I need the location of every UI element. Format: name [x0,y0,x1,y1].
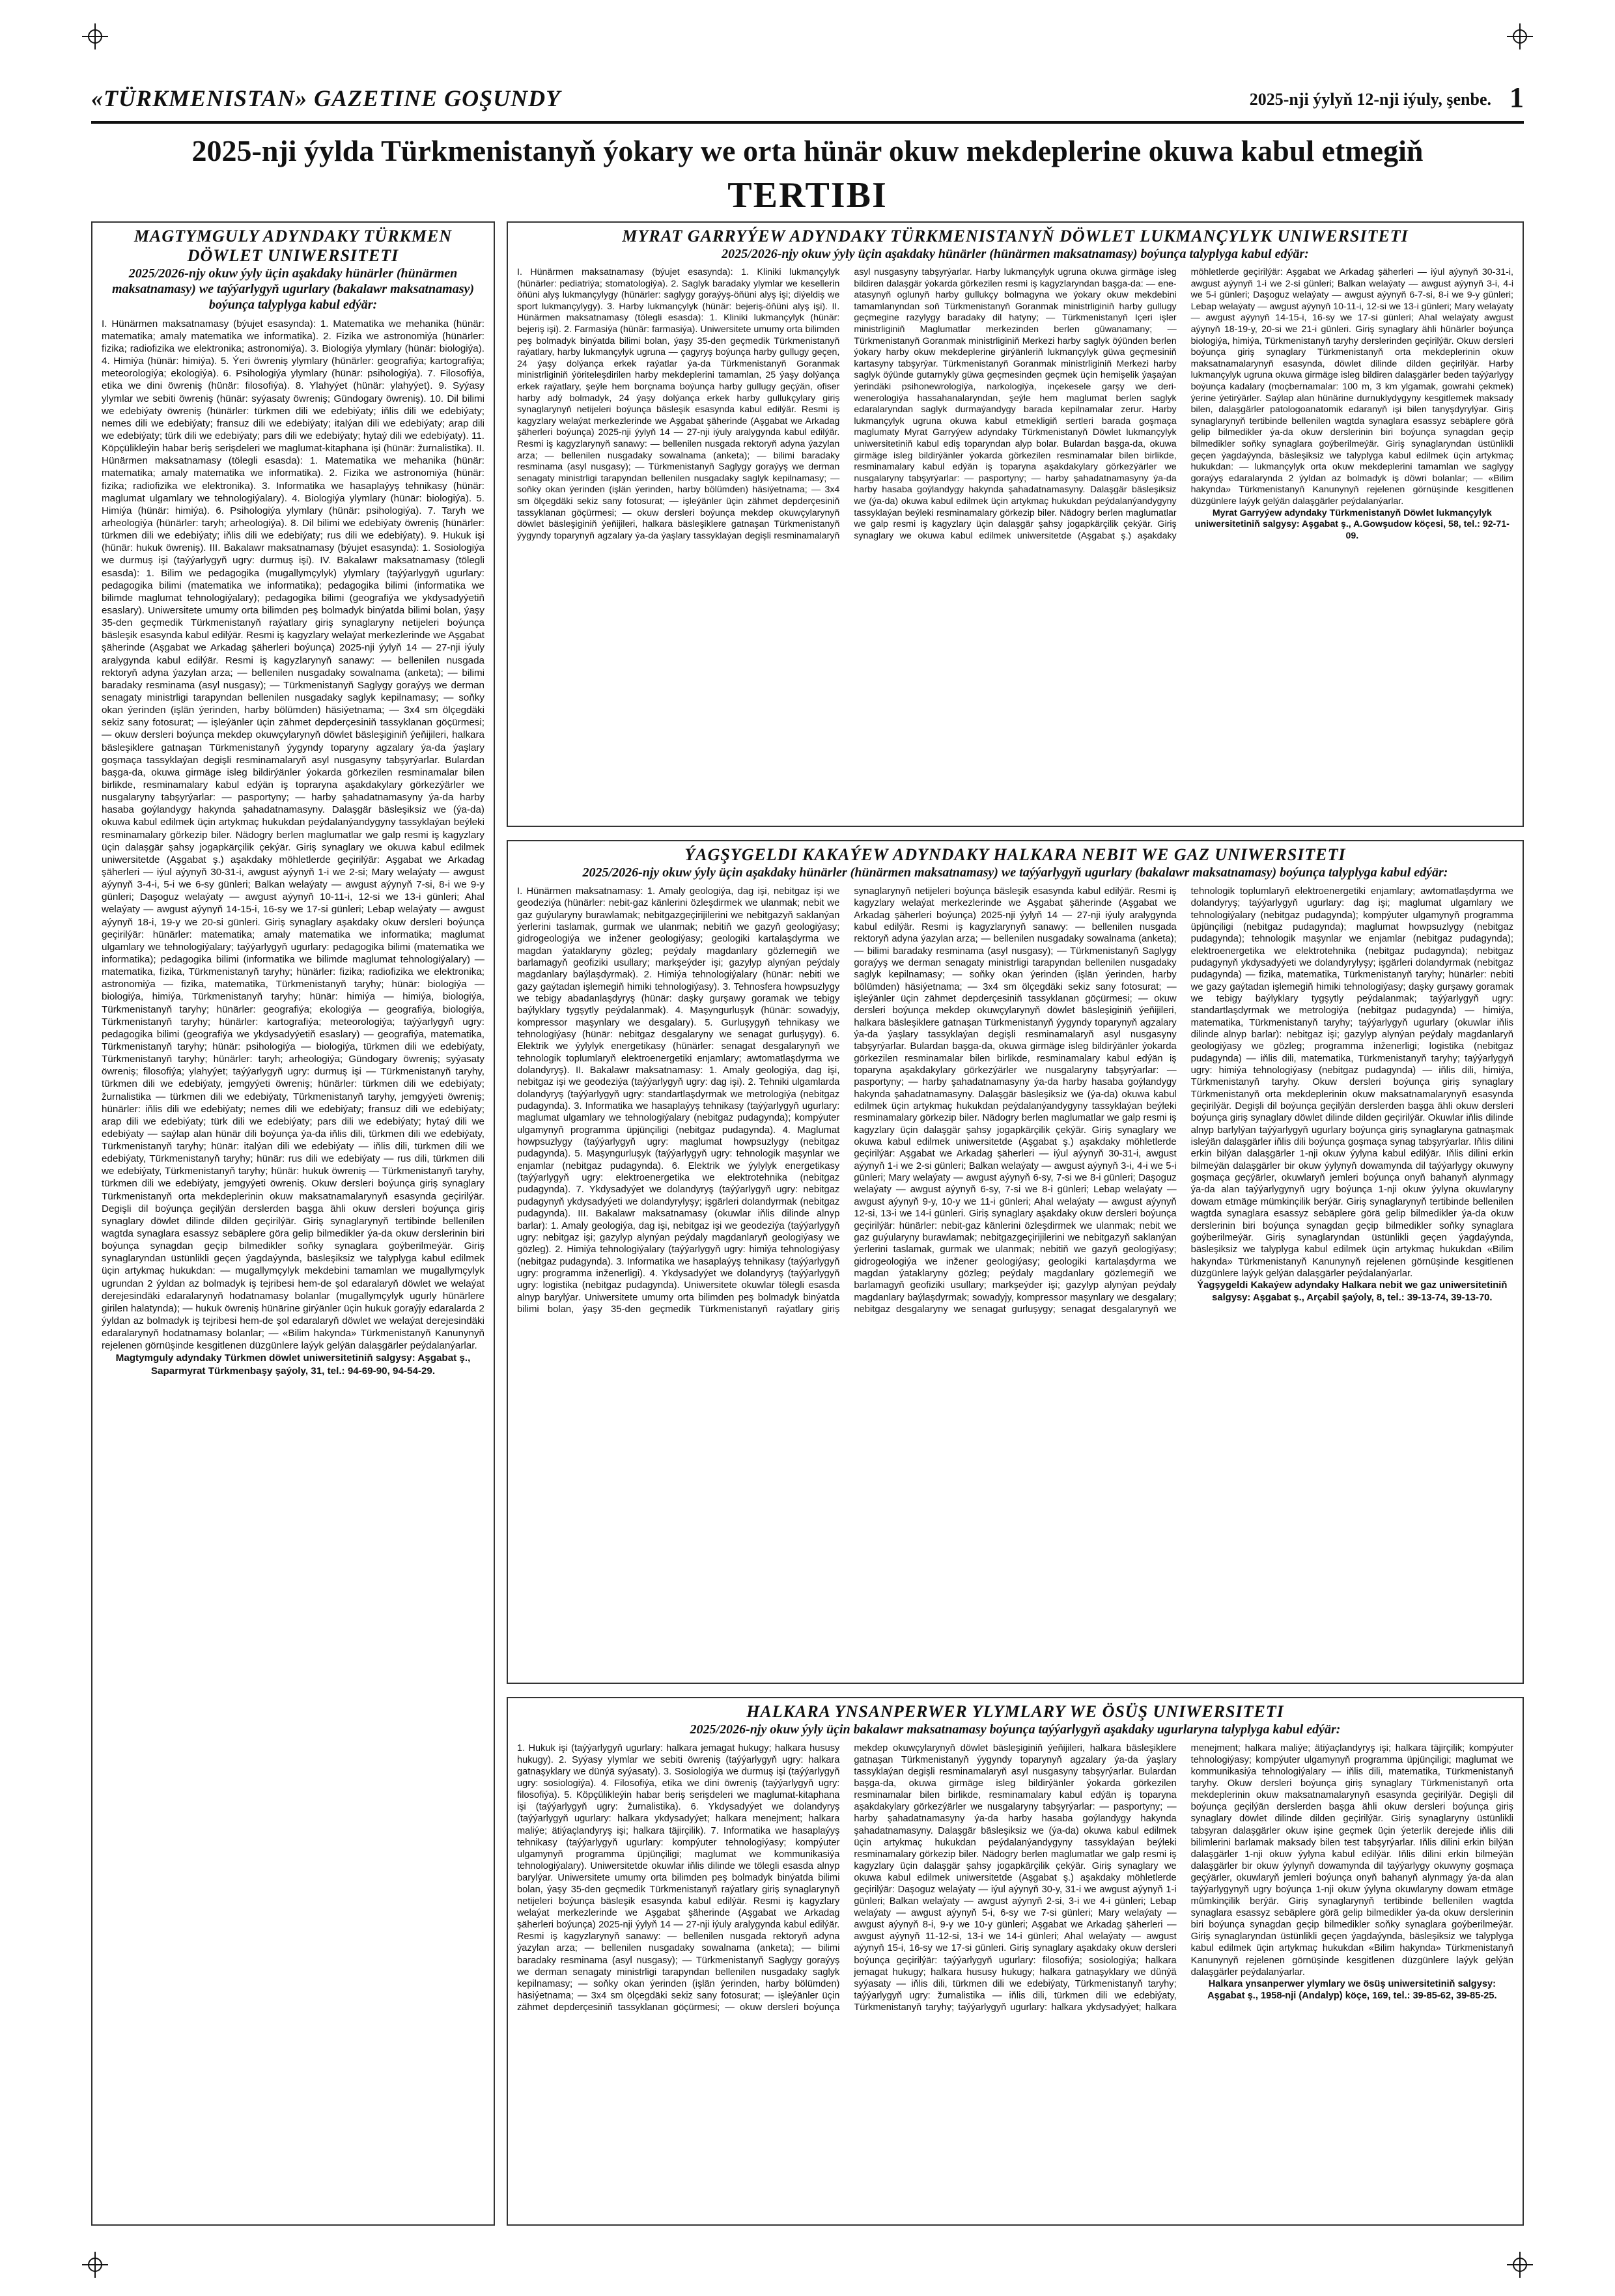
halkara-body-text: 1. Hukuk işi (taýýarlygyň ugurlary: halkara jemagat hukugy; halkara hususy hukugy). 2. Syýasy ylymlar we sebiti öwreniş (taýýarlygyň ugry: halkara gatnaşyklary we dünýä syýasaty). 3. Sosiologiýa we durmuş işi (taýýarlygyň ugry: sosiologiýa). 4. Filosofiýa, etika we dini öwreniş (taýýarlygyň ugry: filosofiýa). 5. Köpçülikleýin habar beriş serişdeleri we maglumat-kitaphana işi (taýýarlygyň ugry: žurnalistika). 6. Ykdysadyýet we dolandyryş (taýýarlygyň ugurlary: halkara ykdysadyýet; halkara menejment; halkara maliýe; ätiýaçlandyryş işi; halkara täjirçilik). 7. Informatika we hasaplaýyş tehnikasy (taýýarlygyň ugurlary: kompýuter tehnologiýasy; kompýuter ulgamynyň programma üpjünçiligi; maglumat we kommunikasiýa tehnologiýalary). Uniwersitetde okuwlar iňlis dilinde we tölegli esasda alnyp barylýar. Uniwersitete umumy orta bilimden peş bolmadyk binýatda bilimi bolan, ýaşy 35-den geçmedik Türkmenistanyň raýatlary giriş synaglarynyň netijeleri boýunça bäsleşik esasynda kabul edilýär. Resmi iş kagyzlary welaýat merkezlerinde we Aşgabat şäherinde (Aşgabat we Arkadag şäherleri boýunça) 2025-nji ýylyň 14 — 27-nji iýuly aralygynda kabul edilýär. Resmi iş kagyzlarynyň sanawy: — bellenilen nusgada rektoryň adyna ýazylan arza; — bellenilen nusgadaky sowalnama (anketa); — bilimi baradaky resminama (asyl nusgasy); — Türkmenistanyň Saglygy goraýyş we derman senagaty ministrligi tarapyndan bellenilen nusgadaky saglyk kepilnamasy; — soňky okan ýerinden (işlän ýerinden, harby bölümden) häsiýetnama; — 3x4 sm ölçegdäki sekiz sany fotosurat; — işleýänler üçin zähmet depderçesiniň tassyklanan göçürmesi; — okuw dersleri boýunça mekdep okuwçylarynyň döwlet bäsleşiginiň ýeňijileri, halkara bäsleşiklere gatnaşan Türkmenistanyň ýygyndy toparynyň agzalary ýa-da ýaşlary tassyklaýan degişli resminamalaryň asyl nusgasyny tabşyrýarlar. Bulardan başga-da, okuwa girmäge isleg bildirýänler ýokarda görkezilen resminamalar bilen birlikde, resminamalary kabul edýän iş toparyna aşakdakylary görkezýärler we nusgalaryny tabşyrýarlar: — pasportyny; — harby şahadatnamasyny ýa-da harby hasaba goýlandygy hakynda şahadatnamasyny. Dalaşgär bäsleşiksiz we (ýa-da) okuwa kabul edilmek üçin artykmaç hukukdan peýdalanýandygyny tassyklaýan beýleki resminamalary görkezip biler. Nädogry berlen maglumatlar we galp resmi iş kagyzlary üçin dalaşgär şahsy jogapkärçilik çekýär. Giriş synaglary we okuwa kabul edilmek uniwersitetde (Aşgabat ş.) aşakdaky möhletlerde geçirilýär: Daşoguz welaýaty — iýul aýynyň 30-y, 31-i we awgust aýynyň 1-i günleri; Balkan welaýaty — awgust aýynyň 2-si, 3-i we 4-i günleri; Lebap welaýaty — awgust aýynyň 5-i, 6-sy we 7-si günleri; Mary welaýaty — awgust aýynyň 8-i, 9-y we 10-y günleri; Aşgabat we Arkadag şäherleri — awgust aýynyň 11-12-si, 13-i we 14-i günleri; Ahal welaýaty — awgust aýynyň 15-i, 16-sy we 17-si günleri. Giriş synaglary aşakdaky okuw dersleri boýunça geçirilýär: taýýarlygyň ugurlary: filosofiýa; sosiologiýa; halkara jemagat hukugy; halkara hususy hukugy; halkara gatnaşyklary we dünýä syýasaty — iňlis dili, türkmen dili we edebiýaty, Türkmenistanyň taryhy; taýýarlygyň ugry: žurnalistika — iňlis dili, türkmen dili we edebiýaty, Türkmenistanyň taryhy; taýýarlygyň ugurlary: halkara ykdysadyýet; halkara menejment; halkara maliýe; ätiýaçlandyryş işi; halkara täjirçilik; kompýuter tehnologiýasy; kompýuter ulgamynyň programma üpjünçiligi; maglumat we kommunikasiýa tehnologiýalary — iňlis dili, matematika, Türkmenistanyň taryhy. Okuw dersleri boýunça giriş synaglary Türkmenistanyň orta mekdeplerinin okuw maksatnamalarynyň esasynda geçirilýär. Degişli dil boýunça geçilýän derslerden başga ähli okuw dersleri boýunça giriş synaglary döwlet dilinde dilden geçirilýär. Giriş synaglaryny üstünlikli tabşyran dalaşgärler okuw işine geçmek üçin ýeterlik derejede iňlis dili bilimlerini barlamak maksady bilen test tabşyrýarlar. Iňlis dilini erkin bilýän dalaşgärler 1-nji okuw ýylyna kabul edilýär. Iňlis dilini erkin bilmeýän dalaşgärler bir okuw ýylynyň dowamynda dil taýýarlygy okuwyny goşmaça geçýärler, okuwlaryň jemleri boýunça onyň bahanyň alynmagy ýa-da alan taýýarlygynyň ugry boýunça 1-nji okuw ýylyna okuwlaryny dowam etmäge mümkinçilik berýär. Giriş synaglarynyň tertibinde bellenilen wagtda synaglara esassyz sebäplere görä gelip bilmedikler ýa-da okuw derslerinin biri boýunça synagdan geçip bilmedikler soňky synaglara goýberilmeýär. Giriş synaglaryndan üstünlikli geçen ýagdaýynda, bäsleşiksiz we talyplyga kabul edilmek üçin artykmaç hukukdan «Bilim hakynda» Türkmenistanyň Kanunynyň rejelenen görnüşinde kesgitlenen düzgünlere laýyk gelýän dalaşgärler peýdalanýarlar. [517,1743,1513,2013]
yagsygeldi-contact: Ýagşygeldi Kakaýew adyndaky Halkara nebit we gaz uniwersitetiniň salgysy: Aşgabat ş., Arçabil şaýoly, 8, tel.: 39-13-74, 39-13-70. [1197,1280,1508,1303]
magtymguly-university-section [91,221,495,2226]
page-title: 2025-nji ýylda Türkmenistanyň ýokary we orta hünär okuw mekdeplerine okuwa kabul etmegiň [191,134,1424,167]
myrat-garryyew-university-section [507,221,1524,827]
magtymguly-body-text: I. Hünärmen maksatnamasy (býujet esasynda): 1. Matematika we mehanika (hünär: matematika; amaly matematika we informatika). 2. Fizika we astronomiýa (hünärler: fizika; radiofizika we elektronika; astronomiýa). 3. Biologiýa ylymlary (hünär: biologiýa). 4. Himiýa (hünär: himiýa). 5. Ýeri öwreniş ylymlary (hünärler: geografiýa; kartografiýa; meteorologiýa; ekologiýa). 6. Psihologiýa ylymlary (hünär: psihologiýa). 7. Filosofiýa, etika we dini öwreniş (hünär: filosofiýa). 8. Ylahyýet (hünär: ylahyýet). 9. Syýasy ylymlar we sebiti öwreniş (hünär: syýasaty öwreniş; Gündogary öwreniş). 10. Dil bilimi we edebiýaty öwreniş (hünärler: türkmen dili we edebiýaty; iňlis dili we edebiýaty; nemes dili we edebiýaty; fransuz dili we edebiýaty; italýan dili we edebiýaty; arap dili we edebiýaty; türk dili we edebiýaty; pars dili we edebiýaty; hytaý dili we edebiýaty). 11. Köpçülikleýin habar beriş serişdeleri we maglumat-kitaphana işi (hünär: žurnalistika). II. Hünärmen maksatnamasy (tölegli esasda): 1. Matematika we mehanika (hünär: matematika; amaly matematika we informatika). 2. Fizika we astronomiýa (hünär: fizika; radiofizika we elektronika). 3. Informatika we hasaplaýyş tehnikasy (hünär: maglumat ulgamlary we tehnologiýalary). 4. Biologiýa ylymlary (hünär: biologiýa). 5. Himiýa (hünär: himiýa). 6. Psihologiýa ylymlary (hünär: psihologiýa). 7. Taryh we arheologiýa (hünärler: taryh; arheologiýa). 8. Dil bilimi we edebiýaty öwreniş (hünärler: türkmen dili we edebiýaty; iňlis dili we edebiýaty; rus dili we edebiýaty). 9. Hukuk işi (hünär: hukuk öwreniş). III. Bakalawr maksatnamasy (býujet esasynda): 1. Sosiologiýa we durmuş işi (taýýarlygyň ugry: durmuş işi). IV. Bakalawr maksatnamasy (tölegli esasda): 1. Bilim we pedagogika (mugallymçylyk) ylymlary (taýýarlygyň ugurlary: pedagogika bilimi (matematika we informatika); pedagogika bilimi (informatika we bilimde maglumat tehnologiýalary); pedagogika bilimi (geografiýa we ykdysadyýetiň esaslary). Uniwersitete umumy orta bilimden peş bolmadyk binýatda bilimi bolan, ýaşy 35-den geçmedik Türkmenistanyň raýatlary giriş synaglaryny netijeleri boýunça bäsleşik esasynda kabul edilýär. Resmi iş kagyzlary welaýat merkezlerinde we Aşgabat şäherinde (Aşgabat we Arkadag şäherleri boýunça) 2025-nji ýylyň 14 — 27-nji iýuly aralygynda kabul edilýär. Resmi iş kagyzlarynyň sanawy: — bellenilen nusgada rektoryň adyna ýazylan arza; — bellenilen nusgadaky sowalnama (anketa); — bilimi baradaky resminama (asyl nusgasy); — Türkmenistanyň Saglygy goraýyş we derman senagaty ministrligi tarapyndan bellenilen nusgadaky saglyk kepilnamasy; — soňky okan ýerinden (işlän ýerinden, harby bölümden) häsiýetnama; — 3x4 sm ölçegdäki sekiz sany fotosurat; — işleýänler üçin zähmet depderçesiniň tassyklanan göçürmesi; — okuw dersleri boýunça mekdep okuwçylarynyň döwlet bäsleşiginiň ýeňijileri, halkara bäsleşiklere gatnaşan Türkmenistanyň ýygyndy toparyny agzalary ýa-da ýaşlary goşmaça tassyklaýan degişli resminamalaryň asyl nusgasyny tabşyrýarlar. Bulardan başga-da, okuwa girmäge isleg bildirýänler ýokarda görkezilen resminamalar bilen birlikde, resminamalary kabul edýän iş topraryna aşakdakylary görkezýärler we nusgalaryny tabşyrýarlar: — pasportyny; — harby şahadatnamasyny ýa-da harby hasaba goýlandygy hakynda şahadatnamasyny. Dalaşgär bäsleşiksiz we (ýa-da) okuwa kabul edilmek üçin artykmaç hukukdan peýdalanýandygyny tassyklaýan beýleki resminamalary görkezip biler. Nädogry berlen maglumatlar we galp resmi iş kagyzlary üçin dalaşgär şahsy jogapkärçilik çekýär. Giriş synaglary we okuwa kabul edilmek uniwersitetde (Aşgabat ş.) aşakdaky möhletlerde geçirilýär: Aşgabat we Arkadag şäherleri — iýul aýynyň 30-31-i, awgust aýynyň 1-i we 2-si; Mary welaýaty — awgust aýynyň 3-4-i, 5-i we 6-sy günleri; Balkan welaýaty — awgust aýynyň 7-si, 8-i we 9-y günleri; Daşoguz welaýaty — awgust aýynyň 10-11-i, 12-si we 13-i günleri; Ahal welaýaty — awgust aýynyň 14-15-i, 16-sy we 17-si günleri; Lebap welaýaty — awgust aýynyň 18-i, 19-y we 20-si günleri. Giriş synaglary aşakdaky okuw dersleri boýunça geçirilýär: hünärler: matematika; amaly matematika we informatika; maglumat ulgamlary we tehnologiýalary; taýýarlygyň ugurlary: pedagogika bilimi (matematika we informatika); pedagogika bilimi (informatika we bilimde maglumat tehnologiýalary) — matematika, fizika, Türkmenistanyň taryhy; hünärler: fizika; radiofizika we elektronika; astronomiýa — fizika, matematika, Türkmenistanyň taryhy; hünär: biologiýa — biologiýa, himiýa, Türkmenistanyň taryhy; hünär: himiýa — himiýa, biologiýa, Türkmenistanyň taryhy; hünärler: geografiýa; ekologiýa — geografiýa, biologiýa, Türkmenistanyň taryhy; hünärler: kartografiýa; meteorologiýa; taýýarlygyň ugry: pedagogika bilimi (geografiýa we ykdysadyýetiň esaslary) — geografiýa, matematika, Türkmenistanyň taryhy; hünär: psihologiýa — biologiýa, türkmen dili we edebiýaty, Türkmenistanyň taryhy; hünärler: taryh; arheologiýa; Gündogary öwreniş; syýasaty öwreniş; filosofiýa; ylahyýet; taýýarlygyň ugry: durmuş işi — Türkmenistanyň taryhy, türkmen dili we edebiýaty, jemgyýeti öwreniş; hünärler: türkmen dili we edebiýaty; žurnalistika — türkmen dili we edebiýaty, Türkmenistanyň taryhy, jemgyýeti öwreniş; hünärler: iňlis dili we edebiýaty; nemes dili we edebiýaty; fransuz dili we edebiýaty; arap dili we edebiýaty; türk dili we edebiýaty; pars dili we edebiýaty; hytaý dili we edebiýaty — saýlap alan hünär dili boýunça ýa-da iňlis dili, türkmen dili we edebiýaty, Türkmenistanyň taryhy; hünär: italýan dili we edebiýaty — iňlis dili, türkmen dili we edebiýaty, Türkmenistanyň taryhy; hünär: rus dili we edebiýaty — rus dili, türkmen dili we edebiýaty, Türkmenistanyň taryhy; hünär: hukuk öwreniş — Türkmenistanyň taryhy, türkmen dili we edebiýaty, jemgyýeti öwreniş. Okuw dersleri boýunça giriş synaglary Türkmenistanyň orta mekdeplerinin okuw maksatnamalarynyň esasynda geçirilýär. Degişli dil boýunça geçilýän derslerden başga ähli okuw dersleri boýunça giriş synaglary döwlet dilinde dilden geçirilýär. Giriş synaglarynyň tertibinde bellenilen wagtda synaglara esassyz sebäplere göra gelip bilmedikler ýa-da okuw derslerinin biri boýunça synagdan geçip bilmedikler soňky synaglara goýberilmeýär. Giriş synaglaryndan üstünlikli geçen ýagdaýynda, bäsleşiksiz we talyplyga kabul edilmek üçin artykmaç hukukdan: — mugallymçylyk mekdebini tamamlan we mugallymçylyk ugrundan 2 ýyldan az bolmadyk iş tejribesi hem-de şol edaralaryň döwlet we welaýat derejesindäki edaralarynyň hodatnamasy bolanlar (mugallymçylyk ugurly hünärlere girilen halatynda); — hukuk öwreniş hünärine girýänler üçin hukuk goraýjy edaralarda 2 ýyldan az bolmadyk iş tejribesi hem-de şol edaralaryň döwlet we welaýat derejesindäki edaralarynyň hodatnamasy bolanlar; — «Bilim hakynda» Türkmenistanyň Kanunynyň rejelenen görnüşinde kesgitlenen düzgünlere laýyk gelýän dalaşgärler peýdalanýarlar. [102,318,484,1352]
newspaper-name: «TÜRKMENISTAN» GAZETINE GOŞUNDY [91,85,561,111]
page-header [91,81,1524,124]
issue-date: 2025-nji ýylyň 12-nji iýuly, şenbe. [1249,90,1491,109]
page-number: 1 [1510,81,1524,113]
magtymguly-subtitle: 2025/2026-njy okuw ýyly üçin aşakdaky hünärler (hünärmen maksatnamasy) we taýýarlygyň ugurlary (bakalawr maksatnamasy) boýunça talyplyga kabul edýär: [111,266,475,312]
halkara-subtitle: 2025/2026-njy okuw ýyly üçin bakalawr maksatnamasy boýunça taýýarlygyň aşakdaky ugurlaryna talyplyga kabul edýär: [690,1722,1341,1737]
page-title-tertibi: TERTIBI [727,175,888,216]
myrat-contact: Myrat Garryýew adyndaky Türkmenistanyň Döwlet lukmançylyk uniwersitetiniň salgysy: Aşgabat ş., A.Gowşudow köçesi, 58, tel.: 92-71-09. [1194,507,1510,541]
magtymguly-contact: Magtymguly adyndaky Türkmen döwlet uniwersitetiniň salgysy: Aşgabat ş., Saparmyrat Türkmenbaşy şaýoly, 31, tel.: 94-69-90, 94-54-29. [115,1352,471,1377]
registration-mark-top-left [82,23,108,49]
yagsygeldi-university-name: ÝAGŞYGELDI KAKAÝEW ADYNDAKY HALKARA NEBIT WE GAZ UNIWERSITETI [684,845,1346,864]
halkara-university-name: HALKARA YNSANPERWER YLYMLARY WE ÖSÜŞ UNIWERSITETI [746,1702,1284,1721]
myrat-subtitle: 2025/2026-njy okuw ýyly üçin aşakdaky hünärler (hünärmen maksatnamasy) boýunça talyplyga kabul edýär: [722,246,1309,261]
myrat-university-name: MYRAT GARRYÝEW ADYNDAKY TÜRKMENISTANYŇ DÖWLET LUKMANÇYLYK UNIWERSITETI [622,227,1409,245]
yagsygeldi-kakayew-university-section [507,840,1524,1684]
myrat-body-text: I. Hünärmen maksatnamasy (býujet esasynda): 1. Kliniki lukmançylyk (hünärler: pediatriýa; stomatologiýa). 2. Saglyk baradaky ylymlar we kesellerin öňüni alyş lukmançylygy (hünärler: saglygy goraýyş-öňüni alyş işi; diýeldiş we sport lukmançylygy). 3. Harby lukmançylyk (hünär: bejeriş-öňüni alyş işi). II. Hünärmen maksatnamasy (tölegli esasda): 1. Kliniki lukmançylyk (hünär: bejeriş işi). 2. Farmasiýa (hünär: farmasiýa). Uniwersitete umumy orta bilimden peş bolmadyk binýatda bilimi bolan, ýaşy 35-den geçmedik Türkmenistanyň raýatlary, harby lukmançylyk ugruna — çagyryş boýunça harby gullugy geçen, 24 ýaşy dolýança erkek raýatlar ýa-da Türkmenistanyň Goranmak ministrliginiň ýöriteleşdirilen harby mekdeplerini tamamlan, 25 ýaşy dolýança erkek raýatlary, şeýle hem borçnama boýunça harby gullugy geçýän, ofiser harby adý bolmadyk, 24 ýaşy dolýança erkek harby gullukçylary giriş synaglarynyň netijeleri boýunça bäsleşik esasynda kabul edilýär. Resmi iş kagyzlary welaýat merkezlerinde we Aşgabat şäherinde (Aşgabat we Arkadag şäherleri boýunça) 2025-nji ýylyň 14 — 27-nji iýuly aralygynda kabul edilýär. Resmi iş kagyzlarynyň sanawy: — bellenilen nusgada rektoryň adyna ýazylan arza; — bellenilen nusgadaky sowalnama (anketa); — bilimi baradaky resminama (asyl nusgasy); — Türkmenistanyň Saglygy goraýyş we derman senagaty ministrligi tarapyndan bellenilen nusgadaky saglyk kepilnamasy; — soňky okan ýerinden (işlän ýerinden, harby bölümden) häsiýetnama; — 3x4 sm ölçegdäki sekiz sany fotosurat; — işleýänler üçin zähmet depderçesiniň tassyklanan göçürmesi; — okuw dersleri boýunça mekdep okuwçylarynyň döwlet bäsleşiginiň ýeňijileri, halkara bäsleşiklere gatnaşan Türkmenistanyň ýygyndy toparynyň agzalary ýa-da ýaşlary tassyklaýan degişli resminamalaryň asyl nusgasyny tabşyrýarlar. Harby lukmançylyk ugruna okuwa girmäge isleg bildiren dalaşgär ýokarda görkezilen resmi iş kagyzlaryndan başga-da: — ene-atasynyň oglunyň harby gullukçy bolmagyna we ýokary okuw mekdebini tamamlanyndan soň Türkmenistanyň Goranmak ministrliginiň harby gullugy geçmegine razylygy baradaky dil hatyny; — Türkmenistanyň Içeri işler ministrliginiň Maglumatlar merkezinden berlen güwanamany; — Türkmenistanyň Goranmak ministrliginiň Merkezi harby saglyk öýünden berlen ýokary harby okuw mekdeplerine girýänleriň lukmançylyk güwa geçmesiniň kartasyny tabşyrýar. Türkmenistanyň Goranmak ministrliginiň Merkezi harby saglyk öýünde gutarnykly güwa geçmesinden geçmek üçin hemişelik ýaşaýan ýerindäki psihonewrologiýa, narkologiýa, inçekesele garşy we deri-wenerologiýa hassahanalaryndan, şeýle hem maglumat berlen saglyk edaralaryndan saglyk durmaýandygy barada kepilnamalar zerur. Harby lukmançylyk ugruna okuwa kabul etmekligiň sertleri barada goşmaça maglumaty Myrat Garryýew adyndaky Türkmenistanyň Döwlet lukmançylyk uniwersitetiniň kabul ediş toparyndan alyp bolar. Bulardan başga-da, okuwa girmäge isleg bildirýänler ýokarda görkezilen resminamalar bilen birlikde, resminamalary kabul edýän iş toparyna aşakdakylary görkezýärler we nusgalaryny tabşyrýarlar: — pasportyny; — harby şahadatnamasyny ýa-da harby hasaba goýlandygy hakynda şahadatnamasyny. Dalaşgär bäsleşiksiz we (ýa-da) okuwa kabul edilmek üçin artykmaç hukukdan peýdalanýandygyny tassyklaýan beýleki resminamalary görkezip biler. Nädogry berlen maglumatlar we galp resmi iş kagyzlary üçin dalaşgär şahsy jogapkärçilik çekýär. Giriş synaglary we okuwa kabul edilmek uniwersitetde (Aşgabat ş.) aşakdaky möhletlerde geçirilýär: Aşgabat we Arkadag şäherleri — iýul aýynyň 30-31-i, awgust aýynyň 1-i we 2-si günleri; Balkan welaýaty — awgust aýynyň 3-i, 4-i we 5-i günleri; Daşoguz welaýaty — awgust aýynyň 6-7-si, 8-i we 9-y günleri; Lebap welaýaty — awgust aýynyň 10-11-i, 12-si we 13-i günleri; Mary welaýaty — awgust aýynyň 14-15-i, 16-sy we 17-si günleri; Ahal welaýaty awgust aýynyň 18-19-y, 20-si we 21-i günleri. Giriş synaglary ähli hünärler boýunça biologiýa, himiýa, Türkmenistanyň taryhy derslerinden geçirilýär. Okuw dersleri boýunça giriş synaglary Türkmenistanyň orta mekdeplerinin okuw maksatnamalarynyň esasynda, döwlet dilinde dilden geçirilýär. Harby lukmançylyk ugruna okuwa girmäge isleg bildiren dalaşgärler beden taýýarlygy boýunça kadalary (moçbernamalar: 100 m, 3 km ylgamak, gowrahi çekmek) ýerine ýetirýärler. Saýlap alan hünärine durnuklydygyny kesgitlemek maksady bilen, dalaşgärler patologoanatomik edaranyň işi bilen tanyşdyrylýar. Giriş synaglarynyň tertibinde bellenilen wagtda synaglara esassyz sebäplere görä gelip bilmedikler ýa-da okuw derslerinin biri boýunça synagdan geçip bilmedikler soňky synaglara goýberilmeýär. Giriş synaglaryndan üstünlikli geçen ýagdaýynda, bäsleşiksiz we talyplyga kabul edilmek üçin artykmaç hukukdan: — lukmançylyk orta okuw mekdeplerini tamamlan we saglygy goraýyş edaralarynda 2 ýyldan az bolmadyk iş döwri bolanlar; — «Bilim hakynda» Türkmenistanyň Kanunynyň rejelenen görnüşinde kesgitlenen düzgünlere laýyk gelýän dalaşgärler peýdalanýarlar. [517,266,1513,541]
halkara-contact: Halkara ynsanperwer ylymlary we ösüş uniwersitetiniň salgysy: Aşgabat ş., 1958-nji (Andalyp) köçe, 169, tel.: 39-85-62, 39-85-25. [1207,1978,1497,2001]
registration-mark-bottom-right [1507,2252,1533,2278]
halkara-ynsanperwer-university-section [507,1697,1524,2226]
registration-mark-top-right [1507,23,1533,49]
yagsygeldi-body-text: I. Hünärmen maksatnamasy: 1. Amaly geologiýa, dag işi, nebitgaz işi we geodeziýa (hünärler: nebit-gaz känlerini özleşdirmek we ulanmak; nebit we gaz guýularyny burawlamak; nebitgazgeçirijilerini we nebitgazyň saklanýan ýerlerini taslamak, gurmak we ulanmak; nebitiň we gazyň geologiýasy; gidrogeologiýa we inžener geologiýasy; geologiki kartalaşdyrma we magdan ýataklaryny gözleg; peýdaly magdanlary gözlemegiň we barlamagyň geofiziki usullary; markşeýder işi; gazylyp alynýan peýdaly magdanlary baýlaşdyrmak). 2. Himiýa tehnologiýalary (hünär: nebiti we gazy gaýtadan işlemegiň himiki tehnologiýasy). 3. Tehnosfera howpsuzlygy we tebigy abadanlaşdyryş (hünär: daşky gurşawy goramak we tebigy baýlyklary tygşytly peýdalanmak). 4. Maşyngurluşyk (hünär: sowadyjy, kompressor maşynlary we desgalary). 5. Gurluşygyň tehnikasy we tehnologiýasy (hünär: nebitgaz desgalaryny we senagat gurluşygy). 6. Elektrik we ýylylyk energetikasy (hünärler: senagat desgalarynyň we tehnologik toplumlaryň elektroenergetiki enjamlary; awtomatlaşdyrma we dolandyryş). II. Bakalawr maksatnamasy: 1. Amaly geologiýa, dag işi, nebitgaz işi we geodeziýa (taýýarlygyň ugry: dag işi). 2. Tehniki ulgamlarda dolandyryş (taýýarlygyň ugry: standartlaşdyrmak we metrologiýa (nebitgaz pudagynda). 3. Informatika we hasaplaýyş tehnikasy (taýýarlygyň ugurlary: maglumat ulgamlary we tehnologiýalary (nebitgaz pudagynda); kompýuter ulgamynyň programma üpjünçiligi (nebitgaz pudagynda). 4. Maglumat howpsuzlygy (taýýarlygyň ugry: maglumat howpsuzlygy (nebitgaz pudagynda). 5. Maşyngurluşyk (taýýarlygyň ugry: tehnologik maşynlar we enjamlar (nebitgaz pudagynda). 6. Elektrik we ýylylyk energetikasy (taýýarlygyň ugry: elektroenergetika we elektrotehnika (nebitgaz pudagynda). 7. Ykdysadyýet we dolandyryş (taýýarlygyň ugry: nebitgaz pudagynyň ykdysadyýeti we dolandyrylyşy; işgärleri dolandyrmak (nebitgaz pudagynda). III. Bakalawr maksatnamasy (okuwlar iňlis dilinde alnyp barlar): 1. Amaly geologiýa, dag işi, nebitgaz işi we geodeziýa (taýýarlygyň ugry: nebitgaz işi; gazylyp alynýan peýdaly magdanlaryň geologiýasy we gözleg). 2. Himiýa tehnologiýalary (taýýarlygyň ugry: himiýa tehnologiýasy (nebitgaz pudagynda). 3. Informatika we hasaplaýyş tehnikasy (taýýarlygyň ugry: programma inženerligi). 4. Ykdysadyýet we dolandyryş (taýýarlygyň ugry: logistika (nebitgaz pudagynda). Uniwersitete okuwlar tölegli esasda alnyp barylýar. Uniwersitete umumy orta bilimden peş bolmadyk binýatda bilimi bolan, ýaşy 35-den geçmedik Türkmenistanyň raýatlary giriş synaglarynyň netijeleri boýunça bäsleşik esasynda kabul edilýär. Resmi iş kagyzlary welaýat merkezlerinde we Aşgabat şäherinde (Aşgabat we Arkadag şäherleri boýunça) 2025-nji ýylyň 14 — 27-nji iýuly aralygynda kabul edilýär. Resmi iş kagyzlarynyň sanawy: — bellenilen nusgada rektoryň adyna ýazylan arza; — bellenilen nusgadaky sowalnama (anketa); — bilimi baradaky resminama (asyl nusgasy); — Türkmenistanyň Saglygy goraýyş we derman senagaty ministrligi tarapyndan bellenilen nusgadaky saglyk kepilnamasy; — soňky okan ýerinden (işlän ýerinden, harby bölümden) häsiýetnama; — 3x4 sm ölçegdäki sekiz sany fotosurat; — işleýänler üçin zähmet depderçesiniň tassyklanan göçürmesi; — okuw dersleri boýunça mekdep okuwçylarynyň döwlet bäsleşiginiň ýeňijileri, halkara bäsleşiklere gatnaşan Türkmenistanyň ýygyndy toparynyň agzalary ýa-da ýaşlary tassyklaýan degişli resminamalaryň asyl nusgasyny tabşyrýarlar. Bulardan başga-da, okuwa girmäge isleg bildirýänler ýokarda görkezilen resminamalar bilen birlikde, resminamalary kabul edýän iş toparyna aşakdakylary görkezýärler we nusgalaryny tabşyrýarlar: — pasportyny; — harby şahadatnamasyny ýa-da harby hasaba goýlandygy hakynda şahadatnamasyny. Dalaşgär bäsleşiksiz we (ýa-da) okuwa kabul edilmek üçin artykmaç hukukdan peýdalanýandygyny tassyklaýan beýleki resminamalary görkezip biler. Nädogry berlen maglumatlar we galp resmi iş kagyzlary üçin dalaşgär şahsy jogapkärçilik çekýär. Giriş synaglary we okuwa kabul edilmek uniwersitetde (Aşgabat ş.) aşakdaky möhletlerde geçirilýär: Aşgabat we Arkadag şäherleri — iýul aýynyň 30-31-i, awgust aýynyň 1-i we 2-si günleri; Balkan welaýaty — awgust aýynyň 3-i, 4-i we 5-i günleri; Mary welaýaty — awgust aýynyň 6-sy, 7-si we 8-i günleri; Daşoguz welaýaty — awgust aýynyň 6-sy, 7-si we 8-i günleri; Lebap welaýaty — awgust aýynyň 9-y, 10-y we 11-i günleri; Ahal welaýaty — awgust aýynyň 12-si, 13-i we 14-i günleri. Giriş synaglary aşakdaky okuw dersleri boýunça geçirilýär: hünärler: nebit-gaz känlerini özleşdirmek we ulanmak; nebit we gaz guýularyny burawlamak; nebitgazgeçirijilerini we nebitgazyň saklanýan ýerlerini taslamak, gurmak we ulanmak; nebitiň we gazyň geologiýasy; gidrogeologiýa we inžener geologiýasy; geologiki kartalaşdyrma we magdan ýataklaryny gözleg; peýdaly magdanlary gözlemegiň we barlamagyň geofiziki usullary; markşeýder işi; gazylyp alynýan peýdaly magdanlary baýlaşdyrmak; sowadyjy, kompressor maşynlary we desgalary; nebitgaz desgalaryny we senagat gurluşygy; senagat desgalarynyň we tehnologik toplumlaryň elektroenergetiki enjamlary; awtomatlaşdyrma we dolandyryş; taýýarlygyň ugurlary: dag işi; maglumat ulgamlary we tehnologiýalary (nebitgaz pudagynda); kompýuter ulgamynyň programma üpjünçiligi (nebitgaz pudagynda); maglumat howpsuzlygy (nebitgaz pudagynda); tehnologik maşynlar we enjamlar (nebitgaz pudagynda); elektroenergetika we elektrotehnika (nebitgaz pudagynda); nebitgaz pudagynyň ykdysadyýeti we dolandyrylyşy; işgärleri dolandyrmak (nebitgaz pudagynda) — fizika, matematika, Türkmenistanyň taryhy; hünärler: nebiti we gazy gaýtadan işlemegiň himiki tehnologiýasy; daşky gurşawy goramak we tebigy baýlyklary tygşytly peýdalanmak; taýýarlygyň ugry: standartlaşdyrmak we metrologiýa (nebitgaz pudagynda) — himiýa, matematika, Türkmenistanyň taryhy; taýýarlygyň ugurlary (okuwlar iňlis dilinde alnyp barlar): nebitgaz işi; gazylyp alynýan peýdaly magdanlaryň geologiýasy we gözleg; programma inženerligi; logistika (nebitgaz pudagynda) — iňlis dili, matematika, Türkmenistanyň taryhy; taýýarlygyň ugry: himiýa tehnologiýasy (nebitgaz pudagynda) — iňlis dili, himiýa, Türkmenistanyň taryhy. Okuw dersleri boýunça giriş synaglary Türkmenistanyň orta mekdeplerinin okuw maksatnamalarynyň esasynda geçirilýär. Degişli dil boýunça geçilýän derslerden başga ähli okuw dersleri boýunça giriş synaglary döwlet dilinde dilden geçirilýär. Okuwlar iňlis dilinde alnyp barlylýan taýýarlygyň ugurlary boýunça giriş synaglaryna gatnaşmak isleýän dalaşgärler iňlis dili boýunça goşmaça synag tabşyrýarlar. Iňlis dilini erkin bilýän dalaşgärler 1-nji okuw ýylyna kabul edilýär. Iňlis dilini erkin bilmeýän dalaşgärler bir okuw ýylynyň dowamynda dil taýýarlygy okuwyny goşmaça geçýärler, okuwlaryň jemleri boýunça onyň bahanyň alynmagy ýa-da alan taýýarlygynyň ugry boýunça 1-nji okuw ýylyna okuwlaryny dowam etmäge mümkinçilik berýär. Giriş synaglarynyň tertibinde bellenilen wagtda synaglara esassyz sebäplere görä gelip bilmedikler ýa-da okuw derslerinin biri boýunça synagdan geçip bilmedikler soňky synaglara goýberilmeýär. Giriş synaglaryndan üstünlikli geçen ýagdaýynda, bäsleşiksiz we talyplyga kabul edilmek üçin artykmaç hukukdan «Bilim hakynda» Türkmenistanyň Kanunynyň rejelenen görnüşinde kesgitlenen düzgünlere laýyk gelýän dalaşgärler peýdalanýarlar. [517,886,1513,1315]
magtymguly-university-name: MAGTYMGULY ADYNDAKY TÜRKMEN DÖWLET UNIWERSITETI [133,227,453,265]
registration-mark-bottom-left [82,2252,108,2278]
yagsygeldi-subtitle: 2025/2026-njy okuw ýyly üçin aşakdaky hünärler (hünärmen maksatnamasy) we taýýarlygyň ugurlary (bakalawr maksatnamasy) boýunça talyplyga kabul edýär: [582,865,1448,880]
